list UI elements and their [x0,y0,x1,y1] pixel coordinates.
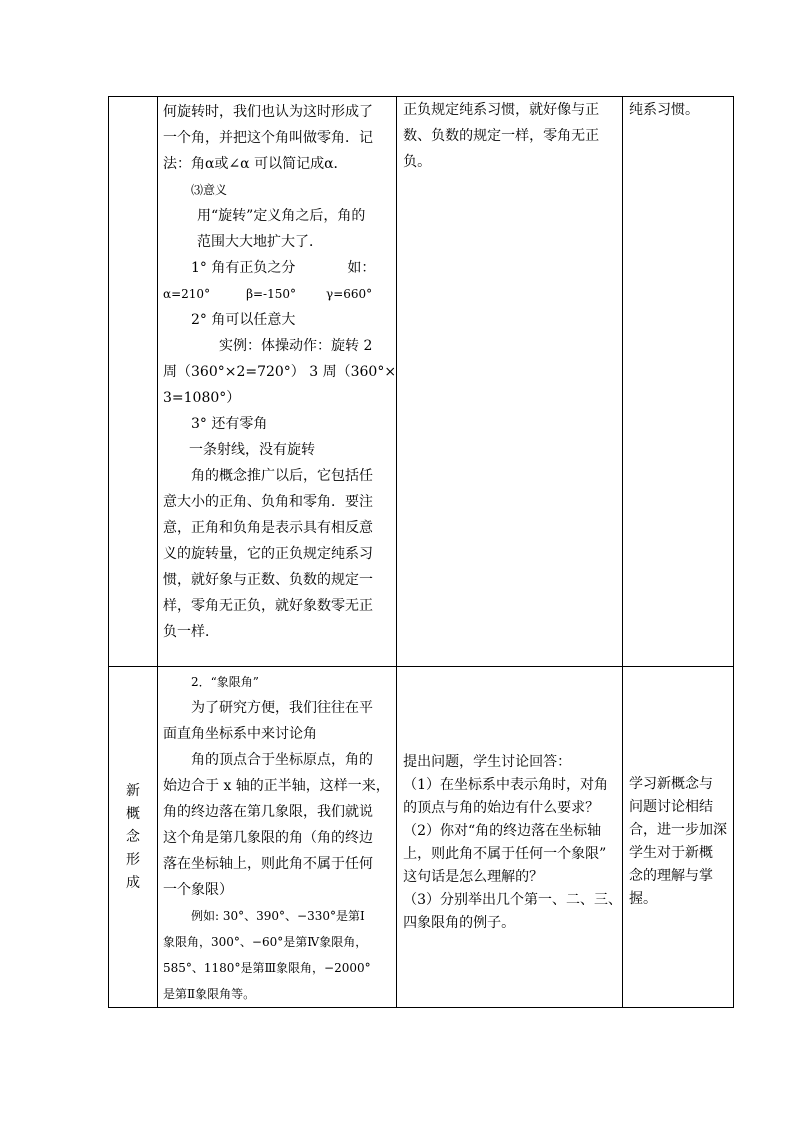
table-row [109,667,734,1008]
content-line: 范围大大地扩大了． [197,234,323,250]
teaching-content-cell [158,97,397,667]
content-line: 义的旋转量，它的正负规定纯系习 [163,546,373,562]
intent-line: 合，进一步加深 [629,822,727,838]
content-text: β=-150° [246,287,297,301]
content-line: 3=1080°） [163,390,241,406]
content-line: 一个角，并把这个角叫做零角．记 [163,130,373,146]
content-line: 何旋转时，我们也认为这时形成了 [163,104,373,120]
content-line: 用“旋转”定义角之后，角的 [197,208,366,224]
intent-line: 纯系习惯。 [629,102,699,118]
content-line: 一条射线，没有旋转 [189,442,315,458]
content-text: α=210° [163,287,211,301]
content-line: 象限角，300°、−60°是第Ⅳ象限角， [163,935,368,949]
activity-line: 负。 [403,154,432,170]
content-text: γ=660° [326,287,373,301]
stage-label [109,780,157,895]
content-line: 法：角α或∠α 可以简记成α． [163,156,348,172]
content-line: 角的概念推广以后，它包括任 [191,468,373,484]
activity-line: 数、负数的规定一样，零角无正 [403,128,600,144]
teaching-content-cell [158,667,397,1008]
stage-label-char: 概 [126,805,140,822]
content-line [163,281,396,307]
activity-line: （3）分别举出几个第一、二、三、 [403,892,622,908]
content-line: 始边合于 x 轴的正半轴，这样一来， [163,778,390,794]
content-line: 为了研究方便，我们往往在平 [191,700,373,716]
stage-label-char: 成 [126,874,140,891]
activity-line: （1）在坐标系中表示角时，对角 [403,777,608,793]
content-line: 例如: 30°、390°、−330°是第Ⅰ [191,909,365,923]
content-line: 角的顶点合于坐标原点，角的 [191,752,373,768]
design-intent-cell [623,667,734,1008]
activity-line: 正负规定纯系习惯，就好像与正 [403,102,600,118]
content-line: 2．“象限角” [191,675,259,689]
content-line [163,255,396,281]
content-line: 落在坐标轴上，则此角不属于任何 [163,856,373,872]
stage-label-char: 形 [126,851,140,868]
content-line: 负一样． [163,624,219,640]
student-activity-cell [397,97,623,667]
content-line: 意大小的正角、负角和零角．要注 [163,494,373,510]
stage-cell [109,667,158,1008]
content-line: 样，零角无正负，就好象数零无正 [163,598,373,614]
activity-line: 四象限角的例子。 [403,915,516,931]
content-line: 585°、1180°是第Ⅲ象限角，−2000° [163,961,371,975]
intent-line: 问题讨论相结 [629,799,713,815]
content-line: 惯，就好象与正数、负数的规定一 [163,572,373,588]
activity-line: （2）你对“角的终边落在坐标轴 [403,823,602,839]
content-text: 如： [347,260,376,276]
content-text: 1° 角有正负之分 [191,260,296,276]
content-line: 一个象限） [163,882,233,898]
lesson-plan-table [108,96,734,1008]
intent-line: 学习新概念与 [629,776,713,792]
stage-label-char: 念 [126,828,140,845]
activity-line: 这句话是怎么理解的？ [403,869,544,885]
intent-line: 握。 [629,891,657,907]
activity-line: 提出问题，学生讨论回答： [403,754,572,770]
student-activity-cell [397,667,623,1008]
intent-line: 念的理解与掌 [629,868,713,884]
stage-cell-empty [109,97,158,667]
content-line: 实例：体操动作：旋转 2 [219,338,373,354]
content-line: 面直角坐标系中来讨论角 [163,726,317,742]
activity-line: 上，则此角不属于任何一个象限” [403,846,607,862]
content-line: 周（360°×2=720°） 3 周（360°× [163,364,397,380]
activity-line: 的顶点与角的始边有什么要求？ [403,800,600,816]
content-line: 意，正角和负角是表示具有相反意 [163,520,373,536]
content-line: 2° 角可以任意大 [191,312,296,328]
content-line: 这个角是第几象限的角（角的终边 [163,830,373,846]
design-intent-cell [623,97,734,667]
content-line: ⑶意义 [191,183,228,197]
content-line: 3° 还有零角 [191,416,268,432]
intent-line: 学生对于新概 [629,845,713,861]
table-row [109,97,734,667]
stage-label-char: 新 [126,782,140,799]
content-line: 角的终边落在第几象限，我们就说 [163,804,373,820]
content-line: 是第Ⅱ象限角等。 [163,987,256,1001]
